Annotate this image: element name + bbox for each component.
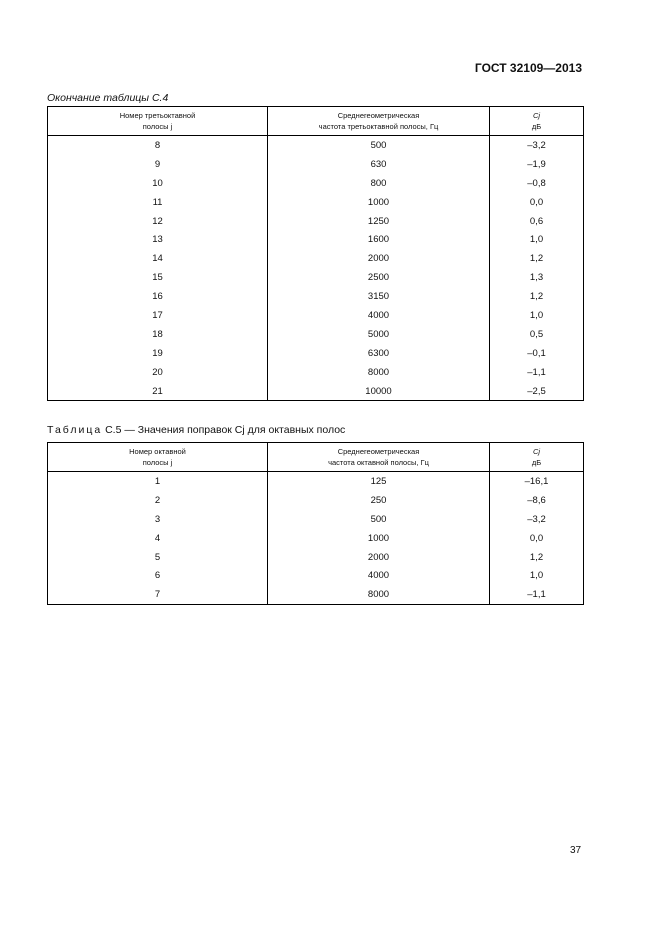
table-row <box>48 193 584 212</box>
table-header-row <box>48 107 584 136</box>
table-row <box>48 212 584 231</box>
cell-frequency: 250 <box>268 491 490 510</box>
cell-frequency: 2500 <box>268 268 490 287</box>
cell-frequency: 1000 <box>268 529 490 548</box>
cell-correction: –0,8 <box>490 174 584 193</box>
cell-correction: 0,0 <box>490 193 584 212</box>
table-row <box>48 510 584 529</box>
caption-prefix: Таблица <box>47 424 103 436</box>
cell-band-number: 20 <box>48 363 268 382</box>
cell-band-number: 9 <box>48 155 268 174</box>
cell-correction: –0,1 <box>490 344 584 363</box>
table-row <box>48 472 584 491</box>
header-line: частота третьоктавной полосы, Гц <box>318 122 439 131</box>
cell-frequency: 3150 <box>268 287 490 306</box>
table-header-row <box>48 443 584 472</box>
header-line: Номер октавной <box>129 447 186 456</box>
column-header-frequency <box>268 107 490 136</box>
cell-correction: 1,2 <box>490 548 584 567</box>
column-header-frequency <box>268 443 490 472</box>
cell-frequency: 1250 <box>268 212 490 231</box>
table-row <box>48 306 584 325</box>
table-row <box>48 230 584 249</box>
table-row <box>48 249 584 268</box>
header-line: Cj <box>532 447 541 456</box>
cell-correction: –1,9 <box>490 155 584 174</box>
header-line: дБ <box>531 122 542 131</box>
column-header-band-number <box>48 443 268 472</box>
cell-correction: 1,2 <box>490 249 584 268</box>
cell-band-number: 17 <box>48 306 268 325</box>
table-row <box>48 287 584 306</box>
cell-band-number: 2 <box>48 491 268 510</box>
cell-band-number: 1 <box>48 472 268 491</box>
table-row <box>48 566 584 585</box>
cell-band-number: 21 <box>48 382 268 401</box>
cell-band-number: 4 <box>48 529 268 548</box>
table-row <box>48 529 584 548</box>
header-line: Среднегеометрическая <box>337 447 420 456</box>
cell-band-number: 8 <box>48 136 268 155</box>
table-c4 <box>47 106 584 401</box>
header-line: дБ <box>531 458 542 467</box>
caption-text: С.5 — Значения поправок Cj для октавных полос <box>105 424 346 436</box>
cell-band-number: 6 <box>48 566 268 585</box>
table-c5 <box>47 442 584 605</box>
cell-frequency: 1600 <box>268 230 490 249</box>
page-number: 37 <box>570 845 582 856</box>
cell-frequency: 1000 <box>268 193 490 212</box>
cell-correction: –2,5 <box>490 382 584 401</box>
header-line: Номер третьоктавной <box>119 111 196 120</box>
cell-correction: –8,6 <box>490 491 584 510</box>
cell-band-number: 11 <box>48 193 268 212</box>
table-row <box>48 136 584 155</box>
cell-band-number: 18 <box>48 325 268 344</box>
cell-frequency: 4000 <box>268 566 490 585</box>
table-row <box>48 325 584 344</box>
cell-band-number: 5 <box>48 548 268 567</box>
cell-frequency: 500 <box>268 510 490 529</box>
table-row <box>48 491 584 510</box>
table-row <box>48 382 584 401</box>
cell-correction: 1,0 <box>490 566 584 585</box>
cell-band-number: 14 <box>48 249 268 268</box>
column-header-correction <box>490 443 584 472</box>
cell-band-number: 7 <box>48 585 268 604</box>
column-header-band-number <box>48 107 268 136</box>
cell-frequency: 2000 <box>268 249 490 268</box>
cell-band-number: 13 <box>48 230 268 249</box>
table-c4-caption: Окончание таблицы С.4 <box>47 92 169 104</box>
cell-correction: 1,3 <box>490 268 584 287</box>
cell-band-number: 15 <box>48 268 268 287</box>
cell-frequency: 125 <box>268 472 490 491</box>
cell-correction: 0,5 <box>490 325 584 344</box>
header-line: Cj <box>532 111 541 120</box>
table-row <box>48 344 584 363</box>
cell-frequency: 10000 <box>268 382 490 401</box>
column-header-correction <box>490 107 584 136</box>
header-line: полосы j <box>142 458 173 467</box>
cell-frequency: 630 <box>268 155 490 174</box>
cell-frequency: 4000 <box>268 306 490 325</box>
header-line: частота октавной полосы, Гц <box>328 458 429 467</box>
cell-correction: 1,2 <box>490 287 584 306</box>
table-c5-caption <box>47 424 345 436</box>
cell-band-number: 19 <box>48 344 268 363</box>
table-row <box>48 174 584 193</box>
table-row <box>48 155 584 174</box>
cell-correction: 0,6 <box>490 212 584 231</box>
cell-correction: –16,1 <box>490 472 584 491</box>
cell-band-number: 10 <box>48 174 268 193</box>
cell-frequency: 6300 <box>268 344 490 363</box>
table-row <box>48 548 584 567</box>
header-line: Среднегеометрическая <box>337 111 420 120</box>
cell-band-number: 12 <box>48 212 268 231</box>
cell-correction: –1,1 <box>490 585 584 604</box>
cell-frequency: 500 <box>268 136 490 155</box>
cell-correction: 1,0 <box>490 306 584 325</box>
cell-correction: –3,2 <box>490 136 584 155</box>
cell-correction: 1,0 <box>490 230 584 249</box>
cell-correction: –3,2 <box>490 510 584 529</box>
cell-frequency: 800 <box>268 174 490 193</box>
table-row <box>48 268 584 287</box>
cell-correction: –1,1 <box>490 363 584 382</box>
cell-frequency: 8000 <box>268 363 490 382</box>
table-row <box>48 363 584 382</box>
table-row <box>48 585 584 604</box>
cell-band-number: 3 <box>48 510 268 529</box>
header-line: полосы j <box>142 122 173 131</box>
standard-number: ГОСТ 32109—2013 <box>474 61 582 75</box>
cell-frequency: 5000 <box>268 325 490 344</box>
cell-band-number: 16 <box>48 287 268 306</box>
cell-correction: 0,0 <box>490 529 584 548</box>
cell-frequency: 8000 <box>268 585 490 604</box>
cell-frequency: 2000 <box>268 548 490 567</box>
